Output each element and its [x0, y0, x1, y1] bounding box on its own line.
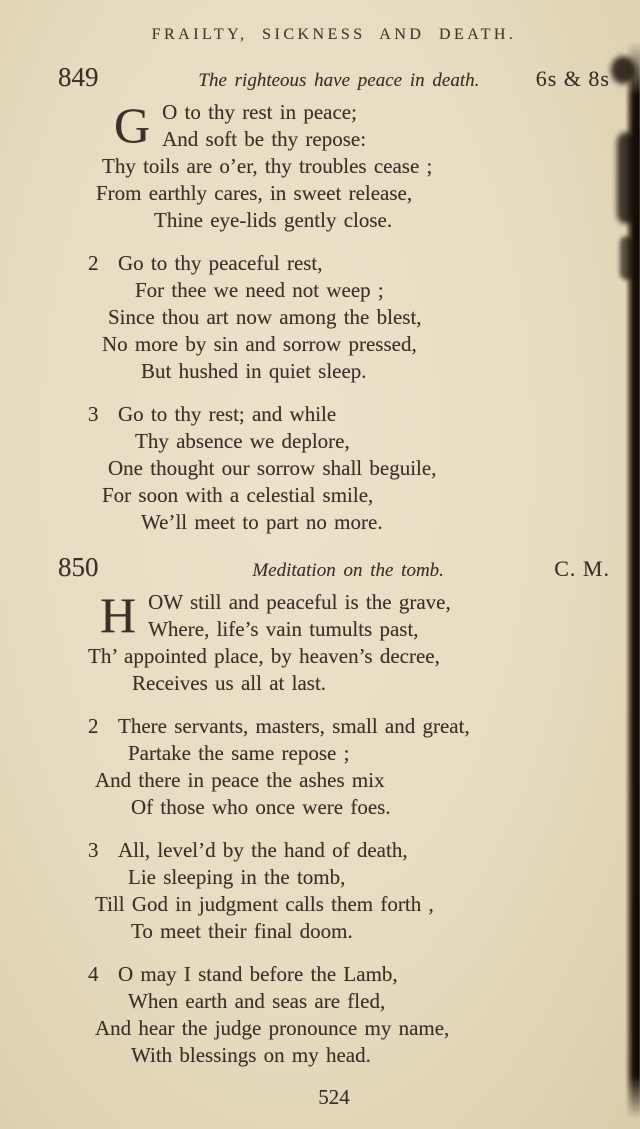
verse-line: O to thy rest in peace; — [162, 100, 357, 124]
verse-line-text: All, level’d by the hand of death, — [118, 838, 408, 862]
verse-line: We’ll meet to part no more. — [141, 510, 383, 534]
verse-line — [88, 961, 610, 988]
verse-line — [88, 837, 610, 864]
verse — [88, 401, 610, 536]
hymn-title: Meditation on the tomb. — [252, 560, 444, 581]
hymn-number: 850 — [58, 552, 99, 582]
verse-line: Thy toils are o’er, thy troubles cease ; — [102, 154, 433, 178]
verse — [88, 713, 610, 821]
running-head: FRAILTY, SICKNESS AND DEATH. — [151, 26, 517, 43]
verse-number: 3 — [88, 838, 99, 862]
page-number: 524 — [318, 1085, 350, 1109]
verse-line: For soon with a celestial smile, — [102, 483, 374, 507]
verse-line: No more by sin and sorrow pressed, — [102, 332, 417, 356]
verse — [88, 837, 610, 945]
verse-line: Till God in judgment calls them forth , — [95, 892, 434, 916]
verse-line: When earth and seas are fled, — [128, 989, 386, 1013]
verse-number: 3 — [88, 402, 99, 426]
verse-line — [88, 401, 610, 428]
verse-number: 4 — [88, 962, 99, 986]
verse — [88, 250, 610, 385]
verse-line: Partake the same repose ; — [128, 741, 350, 765]
verse-line-text: Go to thy peaceful rest, — [118, 251, 323, 275]
verse-line: Thy absence we deplore, — [135, 429, 350, 453]
verse-line — [88, 713, 610, 740]
verse-line: OW still and peaceful is the grave, — [148, 590, 451, 614]
verse — [88, 589, 610, 697]
verse-line: And there in peace the ashes mix — [95, 768, 385, 792]
verse — [88, 99, 610, 234]
verse-line-text: O may I stand before the Lamb, — [118, 962, 398, 986]
verse-line: Where, life’s vain tumults past, — [148, 617, 419, 641]
verse-line: And hear the judge pronounce my name, — [95, 1016, 450, 1040]
scan-blotch — [620, 236, 634, 280]
hymn-title: The righteous have peace in death. — [198, 70, 480, 91]
verse-line: Thine eye-lids gently close. — [154, 208, 393, 232]
verse-line: Th’ appointed place, by heaven’s decree, — [88, 644, 440, 668]
verse-line: To meet their final doom. — [131, 919, 353, 943]
verse-line — [88, 250, 610, 277]
hymn-meter: 6s & 8s — [535, 66, 610, 91]
verse-line-text: There servants, masters, small and great, — [118, 714, 470, 738]
drop-cap: G — [114, 97, 151, 153]
verse-line: And soft be thy repose: — [162, 127, 367, 151]
verse-line: Of those who once were foes. — [131, 795, 391, 819]
verse-line: From earthly cares, in sweet release, — [96, 181, 413, 205]
hymn-number: 849 — [58, 62, 99, 92]
hymn-header-849 — [58, 62, 610, 93]
verse-line: One thought our sorrow shall beguile, — [108, 456, 437, 480]
hymn-meter: C. M. — [554, 556, 610, 581]
verse-number: 2 — [88, 714, 99, 738]
verse-line: Since thou art now among the blest, — [108, 305, 422, 329]
verse-number: 2 — [88, 251, 99, 275]
scan-blotch — [611, 56, 635, 84]
verse-line: With blessings on my head. — [131, 1043, 371, 1067]
hymn-header-850 — [58, 552, 610, 583]
drop-cap: H — [100, 587, 137, 643]
scan-blotch — [617, 132, 637, 224]
verse-line: For thee we need not weep ; — [135, 278, 384, 302]
verse — [88, 961, 610, 1069]
verse-line-text: Go to thy rest; and while — [118, 402, 337, 426]
verse-line: But hushed in quiet sleep. — [141, 359, 367, 383]
verse-line: Lie sleeping in the tomb, — [128, 865, 346, 889]
verse-line: Receives us all at last. — [132, 671, 327, 695]
